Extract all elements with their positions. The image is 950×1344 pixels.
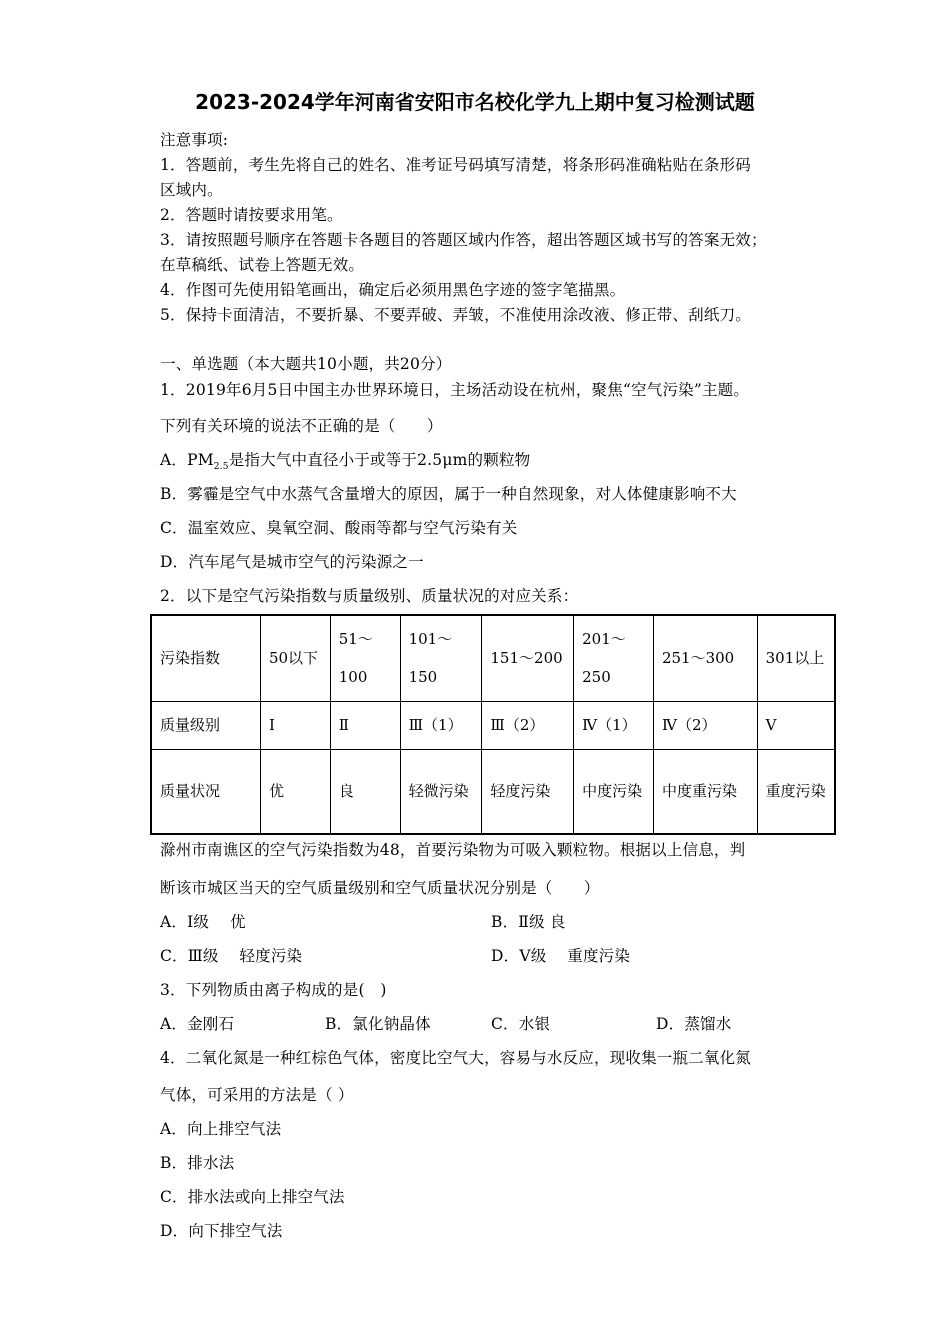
q2-option-c: C．Ⅲ级 轻度污染 [160, 947, 303, 965]
table-cell: 201～250 [574, 615, 654, 701]
table-cell: Ⅳ（1） [574, 701, 654, 749]
table-cell: Ⅲ（1） [400, 701, 482, 749]
q4-stem-2: 气体，可采用的方法是（ ） [160, 1086, 354, 1104]
q1-option-d: D．汽车尾气是城市空气的污染源之一 [160, 553, 424, 571]
q4-option-c: C．排水法或向上排空气法 [160, 1188, 345, 1206]
table-cell: 101～150 [400, 615, 482, 701]
exam-title: 2023-2024学年河南省安阳市名校化学九上期中复习检测试题 [195, 90, 755, 114]
table-cell: Ⅴ [757, 701, 835, 749]
table-cell: 质量状况 [151, 749, 260, 834]
table-cell: Ⅱ [330, 701, 400, 749]
table-cell: 301以上 [757, 615, 835, 701]
q1-stem: 1．2019年6月5日中国主办世界环境日，主场活动设在杭州，聚焦“空气污染”主题。 [160, 381, 750, 399]
table-cell: Ⅳ（2） [653, 701, 757, 749]
aqi-table [150, 614, 836, 835]
q2-stem-3: 断该市城区当天的空气质量级别和空气质量状况分别是（ ） [160, 879, 600, 897]
table-cell: Ⅰ [260, 701, 330, 749]
table-row [151, 615, 835, 701]
table-cell: 251～300 [653, 615, 757, 701]
table-cell: 轻度污染 [482, 749, 574, 834]
q1-stem-2: 下列有关环境的说法不正确的是（ ） [160, 417, 443, 435]
q3-option-d: D．蒸馏水 [656, 1015, 732, 1033]
table-cell: 轻微污染 [400, 749, 482, 834]
notice-line: 2．答题时请按要求用笔。 [160, 206, 343, 224]
q3-option-a: A．金刚石 [160, 1015, 235, 1033]
table-cell: 50以下 [260, 615, 330, 701]
table-cell: 中度重污染 [653, 749, 757, 834]
q2-option-b: B．Ⅱ级 良 [491, 913, 566, 931]
q4-option-b: B．排水法 [160, 1154, 235, 1172]
q1-option-c: C．温室效应、臭氧空洞、酸雨等都与空气污染有关 [160, 519, 518, 537]
notice-line: 区域内。 [160, 181, 223, 199]
table-cell: 质量级别 [151, 701, 260, 749]
notice-line: 5．保持卡面清洁，不要折暴、不要弄破、弄皱，不准使用涂改液、修正带、刮纸刀。 [160, 306, 751, 324]
table-cell: 污染指数 [151, 615, 260, 701]
notice-heading: 注意事项: [160, 131, 229, 149]
q4-option-a: A．向上排空气法 [160, 1120, 282, 1138]
notice-line: 1．答题前，考生先将自己的姓名、准考证号码填写清楚，将条形码准确粘贴在条形码 [160, 156, 751, 174]
section-heading: 一、单选题（本大题共10小题，共20分） [160, 355, 452, 373]
table-cell: 优 [260, 749, 330, 834]
q4-option-d: D．向下排空气法 [160, 1222, 283, 1240]
table-row [151, 749, 835, 834]
table-cell: 重度污染 [757, 749, 835, 834]
table-cell: 良 [330, 749, 400, 834]
table-cell: 51～100 [330, 615, 400, 701]
q1-option-a [160, 448, 530, 472]
q1-option-a-sub: 2.5 [213, 462, 229, 473]
q2-option-d: D．Ⅴ级 重度污染 [491, 947, 631, 965]
q3-option-c: C．水银 [491, 1015, 551, 1033]
q4-stem: 4．二氧化氮是一种红棕色气体，密度比空气大，容易与水反应，现收集一瓶二氧化氮 [160, 1049, 751, 1067]
notice-line: 3．请按照题号顺序在答题卡各题目的答题区域内作答，超出答题区域书写的答案无效； [160, 231, 767, 249]
q1-option-a-pre: A．PM [160, 451, 214, 469]
q1-option-a-post: 是指大气中直径小于或等于2.5μm的颗粒物 [228, 451, 531, 469]
table-row [151, 701, 835, 749]
q2-option-a: A．Ⅰ级 优 [160, 913, 246, 931]
q3-stem: 3．下列物质由离子构成的是( ) [160, 981, 387, 999]
table-cell: 中度污染 [574, 749, 654, 834]
table-cell: 151～200 [482, 615, 574, 701]
q2-stem: 2．以下是空气污染指数与质量级别、质量状况的对应关系： [160, 587, 579, 605]
table-cell: Ⅲ（2） [482, 701, 574, 749]
notice-line: 在草稿纸、试卷上答题无效。 [160, 256, 365, 274]
notice-line: 4．作图可先使用铅笔画出，确定后必须用黑色字迹的签字笔描黑。 [160, 281, 626, 299]
q2-stem-2: 滁州市南谯区的空气污染指数为48，首要污染物为可吸入颗粒物。根据以上信息，判 [160, 841, 746, 859]
q1-option-b: B．雾霾是空气中水蒸气含量增大的原因，属于一种自然现象，对人体健康影响不大 [160, 485, 737, 503]
q3-option-b: B．氯化钠晶体 [325, 1015, 431, 1033]
